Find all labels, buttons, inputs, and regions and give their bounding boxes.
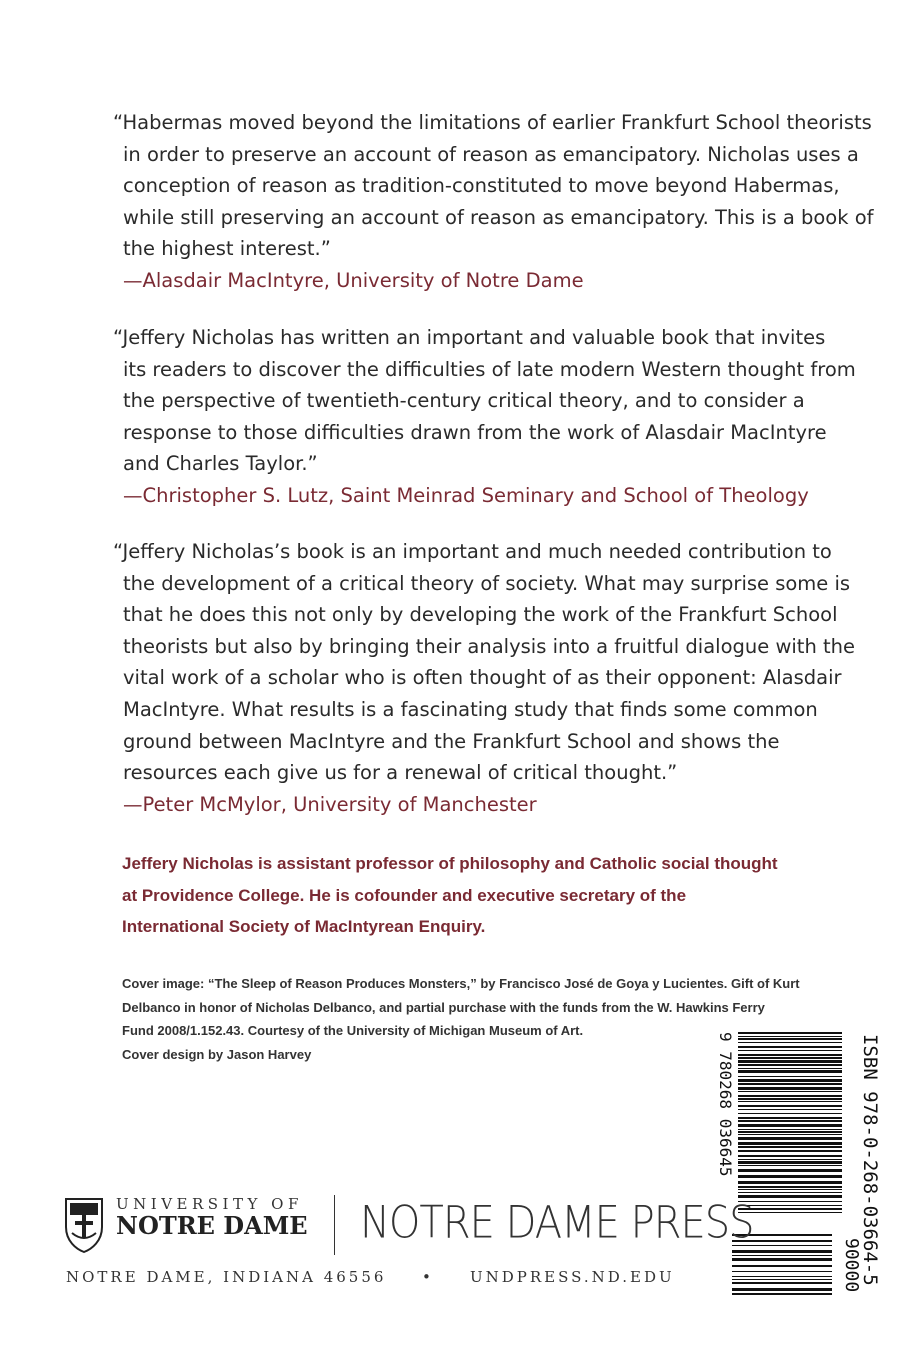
barcode-addon-bar — [732, 1265, 832, 1267]
barcode-bar — [738, 1113, 842, 1114]
university-seal-icon — [64, 1197, 104, 1253]
barcode-addon-bar — [732, 1293, 832, 1295]
quote-attribution: —Peter McMylor, University of Manchester — [123, 792, 537, 816]
barcode-bar — [738, 1142, 842, 1145]
barcode-addon-bar — [732, 1250, 832, 1253]
barcode-bar — [738, 1120, 842, 1122]
barcode-bar — [738, 1192, 842, 1193]
barcode-bar — [738, 1208, 842, 1210]
barcode-addon-digits: 90000 — [841, 1238, 862, 1293]
barcode-bar — [738, 1079, 842, 1082]
barcode-bar — [738, 1091, 842, 1092]
quote-line: and Charles Taylor.” — [123, 452, 318, 476]
logo-divider — [334, 1195, 335, 1255]
quote-line: “Habermas moved beyond the limitations of earlier Frankfurt School theorists — [113, 111, 872, 134]
bio-line: International Society of MacIntyrean Enquiry. — [122, 917, 486, 937]
publisher-address: NOTRE DAME, INDIANA 46556 — [66, 1268, 387, 1286]
barcode-bar — [738, 1042, 842, 1043]
university-of-label: UNIVERSITY OF — [116, 1195, 303, 1213]
quote-line: the perspective of twentieth-century critical theory, and to consider a — [123, 389, 805, 413]
barcode-bar — [738, 1129, 842, 1130]
barcode-bar — [738, 1175, 842, 1178]
barcode-bar — [738, 1050, 842, 1051]
barcode-bar — [738, 1101, 842, 1102]
quote-line: theorists but also by bringing their analysis into a fruitful dialogue with the — [123, 634, 856, 658]
barcode-digits: 9 780268 036645 — [716, 1032, 735, 1177]
barcode-bar — [738, 1068, 842, 1069]
barcode-bar — [738, 1155, 842, 1157]
quote-line: that he does this not only by developing the work of the Frankfurt School — [123, 603, 838, 627]
barcode-bar — [738, 1098, 842, 1100]
quote-2 — [113, 322, 856, 512]
quote-line: the development of a critical theory of society. What may surprise some is — [123, 571, 851, 595]
barcode-bar — [738, 1109, 842, 1110]
barcode-bar — [738, 1134, 842, 1135]
barcode-bar — [738, 1212, 842, 1213]
quote-attribution: —Alasdair MacIntyre, University of Notre Dame — [123, 268, 584, 292]
quote-line: vital work of a scholar who is often thought of as their opponent: Alasdair — [123, 666, 842, 690]
barcode-bar — [738, 1095, 842, 1097]
quote-line: conception of reason as tradition-constituted to move beyond Habermas, — [123, 174, 840, 198]
quote-1 — [113, 107, 874, 297]
credit-line: Cover image: “The Sleep of Reason Produces Monsters,” by Francisco José de Goya y Lucientes. Gift of Kurt — [122, 976, 800, 991]
author-bio — [122, 848, 822, 943]
barcode-bar — [738, 1146, 842, 1148]
university-name: NOTRE DAME — [116, 1211, 308, 1240]
barcode-bar — [738, 1046, 842, 1048]
barcode-bar — [738, 1083, 842, 1085]
footer-separator: • — [422, 1268, 431, 1286]
barcode-bar — [738, 1159, 842, 1160]
quote-line: “Jeffery Nicholas’s book is an important and much needed contribution to — [113, 540, 832, 563]
barcode-bar — [738, 1076, 842, 1077]
barcode-bar — [738, 1150, 842, 1152]
barcode-bar — [738, 1105, 842, 1107]
quote-line: the highest interest.” — [123, 237, 331, 261]
barcode-bar — [738, 1032, 842, 1034]
barcode-bar — [738, 1189, 842, 1190]
quote-line: “Jeffery Nicholas has written an important and valuable book that invites — [113, 326, 826, 349]
quote-line: while still preserving an account of reason as emancipatory. This is a book of — [123, 205, 874, 229]
isbn-label: ISBN 978-0-268-03664-5 — [859, 1034, 881, 1286]
barcode-bar — [738, 1038, 842, 1040]
barcode-bar — [738, 1124, 842, 1127]
quote-attribution: —Christopher S. Lutz, Saint Meinrad Seminary and School of Theology — [123, 483, 809, 507]
barcode-addon-bar — [732, 1271, 832, 1272]
barcode-addon-bar — [732, 1279, 832, 1280]
quote-line: in order to preserve an account of reason as emancipatory. Nicholas uses a — [123, 142, 859, 166]
barcode-bars — [738, 1032, 842, 1213]
barcode-bar — [738, 1169, 842, 1172]
quote-line: MacIntyre. What results is a fascinating study that finds some common — [123, 697, 818, 721]
quote-3 — [113, 536, 856, 820]
barcode-bar — [738, 1181, 842, 1184]
quote-line: response to those difficulties drawn from the work of Alasdair MacIntyre — [123, 420, 827, 444]
barcode-bar — [738, 1057, 842, 1059]
press-name: NOTRE DAME PRESS — [360, 1197, 754, 1249]
barcode-bar — [738, 1036, 842, 1037]
bio-line: at Providence College. He is cofounder and executive secretary of the — [122, 885, 687, 905]
barcode-bar — [738, 1054, 842, 1056]
barcode-bar — [738, 1186, 842, 1188]
barcode-addon-bar — [732, 1282, 832, 1284]
barcode-bar — [738, 1165, 842, 1166]
quote-line: its readers to discover the difficulties of late modern Western thought from — [123, 357, 856, 381]
barcode-bar — [738, 1064, 842, 1066]
quote-line: ground between MacIntyre and the Frankfurt School and shows the — [123, 729, 780, 753]
barcode-addon-bar — [732, 1255, 832, 1256]
barcode-bar — [738, 1087, 842, 1090]
credit-line: Delbanco in honor of Nicholas Delbanco, and partial purchase with the funds from the W. Hawkins Ferry — [122, 999, 765, 1015]
barcode-bar — [738, 1117, 842, 1119]
barcode-addon-bar — [732, 1258, 832, 1261]
barcode-bar — [738, 1070, 842, 1073]
barcode-bar — [738, 1205, 842, 1206]
publisher-url: UNDPRESS.ND.EDU — [470, 1268, 675, 1286]
barcode-bar — [738, 1137, 842, 1140]
publisher-logo — [64, 1195, 754, 1265]
barcode-bar — [738, 1201, 842, 1202]
bio-line: Jeffery Nicholas is assistant professor of philosophy and Catholic social thought — [122, 854, 778, 873]
barcode-bar — [738, 1195, 842, 1198]
quote-line: resources each give us for a renewal of critical thought.” — [123, 761, 678, 785]
credit-line: Fund 2008/1.152.43. Courtesy of the University of Michigan Museum of Art. — [122, 1023, 584, 1038]
credit-line: Cover design by Jason Harvey — [122, 1046, 312, 1062]
isbn-barcode — [716, 1030, 881, 1298]
barcode-bar — [738, 1161, 842, 1164]
barcode-addon-bar — [732, 1276, 832, 1277]
barcode-addon-bar — [732, 1288, 832, 1291]
barcode-bar — [738, 1060, 842, 1063]
barcode-bar — [738, 1131, 842, 1133]
